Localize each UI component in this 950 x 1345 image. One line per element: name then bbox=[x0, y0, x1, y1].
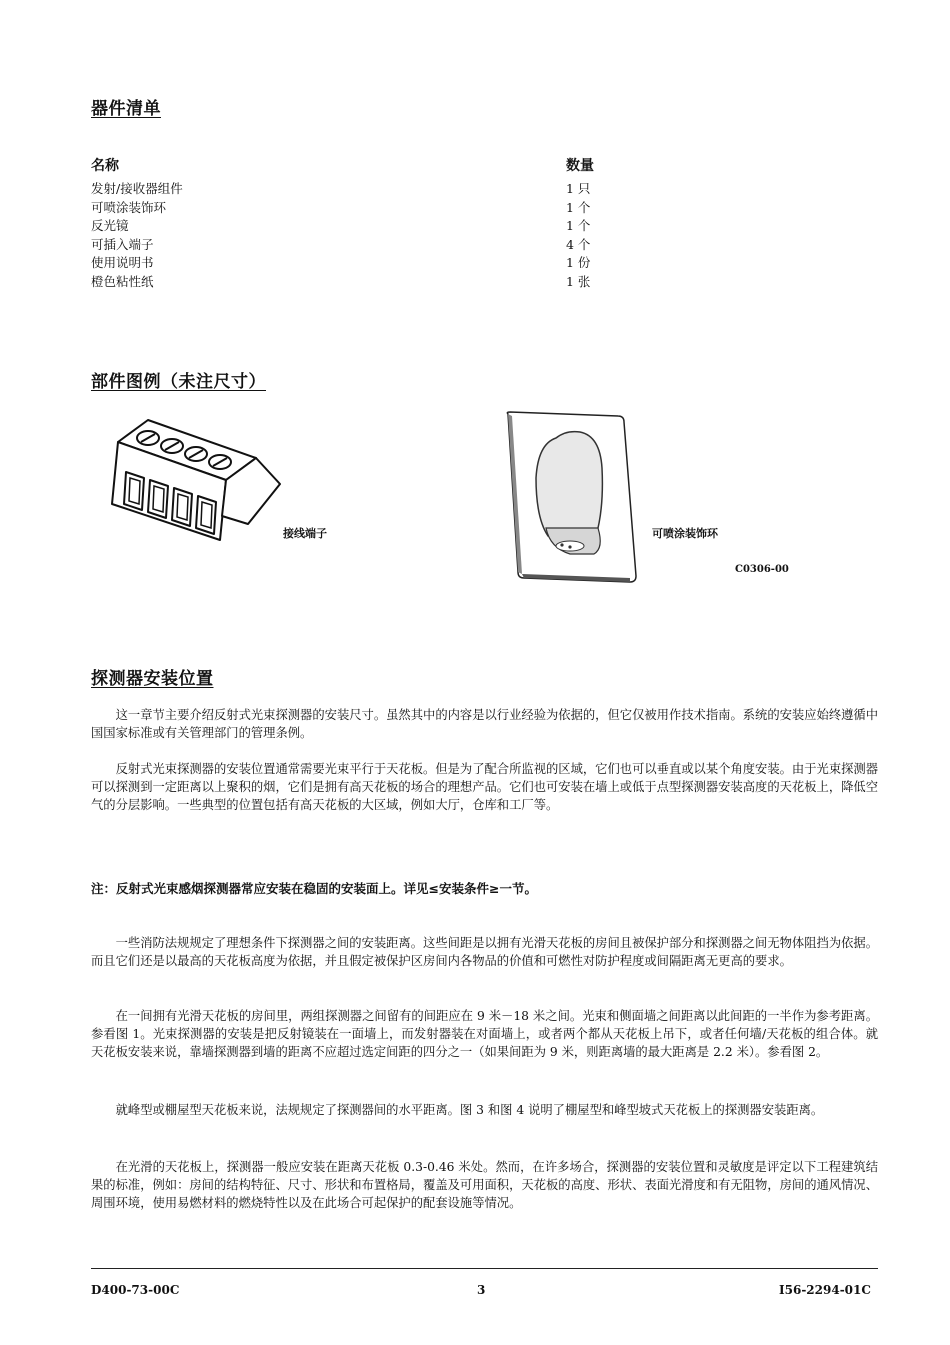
paintable-trim-ring-illustration bbox=[500, 408, 640, 586]
paragraph-mounting: 反射式光束探测器的安装位置通常需要光束平行于天花板。但是为了配合所监视的区域，它们也可以垂直或以某个角度安装。由于光束探测器可以探测到一定距离以上聚积的烟，它们是拥有高天花板的场合的理想产品。它们也可安装在墙上或低于点型探测器安装高度的天花板上，降低空气的分层影响。一些典型的位置包括有高天花板的大区域，例如大厅，仓库和工厂等。 bbox=[91, 762, 879, 812]
location-title: 探测器安装位置 bbox=[91, 669, 214, 689]
paragraph-peaked-ceiling: 就峰型或棚屋型天花板来说，法规规定了探测器间的水平距离。图 3 和图 4 说明了棚屋型和峰型坡式天花板上的探测器安装距离。 bbox=[115, 1103, 824, 1117]
paragraph-intro: 这一章节主要介绍反射式光束探测器的安装尺寸。虽然其中的内容是以行业经验为依据的，但它仅被用作技术指南。系统的安装应始终遵循中国国家标准或有关管理部门的管理条例。 bbox=[91, 708, 879, 740]
terminal-block-illustration bbox=[108, 412, 288, 547]
paragraph-mounting-height: 在光滑的天花板上，探测器一般应安装在距离天花板 0.3-0.46 米处。然而，在许多场合，探测器的安装位置和灵敏度是评定以下工程建筑结果的标准，例如：房间的结构特征、尺寸、形状和布置格局，覆盖及可用面积，天花板的高度、形状、表面光滑度和有无阻物，房间的通风情况、周围环境，使用易燃材料的燃烧特性以及在此场合可起保护的配套设施等情况。 bbox=[91, 1160, 879, 1210]
component-qty-list bbox=[566, 180, 686, 291]
list-item: 可喷涂装饰环 bbox=[91, 199, 167, 215]
column-header-quantity: 数量 bbox=[566, 158, 594, 174]
list-item: 1 只 bbox=[566, 181, 591, 196]
list-item: 1 份 bbox=[566, 255, 591, 270]
list-item: 可插入端子 bbox=[91, 236, 154, 252]
list-item: 1 个 bbox=[566, 199, 591, 215]
column-header-name: 名称 bbox=[91, 158, 119, 174]
figure-code: C0306-00 bbox=[735, 564, 789, 575]
list-item: 1 张 bbox=[566, 273, 591, 289]
page-number: 3 bbox=[477, 1283, 486, 1297]
footer-doc-number-right: I56-2294-01C bbox=[779, 1283, 871, 1297]
footer-divider bbox=[91, 1268, 878, 1269]
note-text: 注：反射式光束感烟探测器常应安装在稳固的安装面上。详见≤安装条件≥一节。 bbox=[91, 881, 537, 896]
list-item: 1 个 bbox=[566, 218, 591, 233]
list-item: 反光镜 bbox=[91, 218, 129, 233]
paragraph-smooth-ceiling: 在一间拥有光滑天花板的房间里，两组探测器之间留有的间距应在 9 米－18 米之间。光束和侧面墙之间距离以此间距的一半作为参考距离。参看图 1。光束探测器的安装是把反射镜装在一面墙上，而发射器装在对面墙上，或者两个都从天花板上吊下，或者任何墙/天花板的组合体。就天花板安装来说，靠墙探测器到墙的距离不应超过选定间距的四分之一（如果间距为 9 米，则距离墙的最大距离是 2.2 米）。参看图 2。 bbox=[91, 1009, 878, 1059]
component-name-list bbox=[91, 180, 391, 291]
list-item: 橙色粘性纸 bbox=[91, 273, 154, 289]
footer-doc-number-left: D400-73-00C bbox=[91, 1283, 180, 1297]
list-item: 4 个 bbox=[566, 236, 591, 252]
parts-title: 部件图例（未注尺寸） bbox=[91, 372, 266, 392]
list-item: 使用说明书 bbox=[91, 255, 154, 270]
paragraph-spacing-codes: 一些消防法规规定了理想条件下探测器之间的安装距离。这些间距是以拥有光滑天花板的房间且被保护部分和探测器之间无物体阻挡为依据。而且它们还是以最高的天花板高度为依据，并且假定被保护区房间内各物品的价值和可燃性对防护程度或间隔距离无更高的要求。 bbox=[91, 936, 879, 968]
list-item: 发射/接收器组件 bbox=[91, 181, 183, 196]
components-title: 器件清单 bbox=[91, 99, 161, 119]
caption-trim-ring: 可喷涂装饰环 bbox=[652, 527, 718, 540]
caption-terminal: 接线端子 bbox=[283, 527, 327, 540]
